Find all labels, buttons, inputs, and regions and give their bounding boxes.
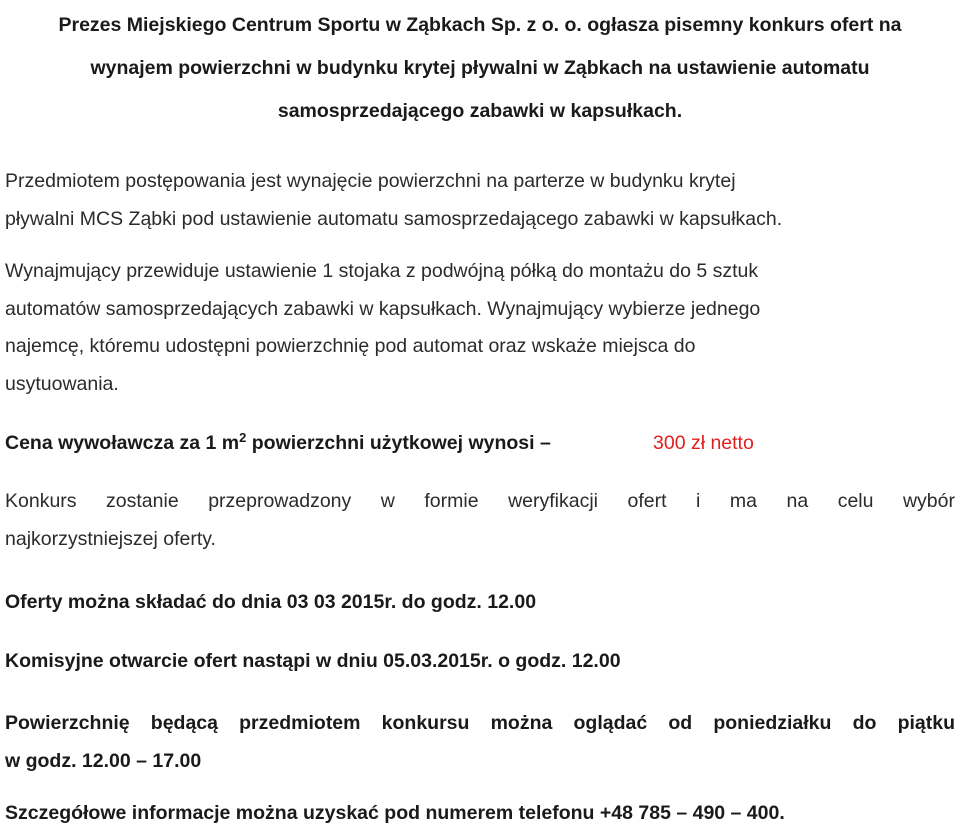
- paragraph-line: najemcę, któremu udostępni powierzchnię pod automat oraz wskaże miejsca do: [5, 335, 696, 357]
- contact-line: Szczegółowe informacje można uzyskać pod numerem telefonu +48 785 – 490 – 400.: [5, 802, 785, 824]
- paragraph-line: Wynajmujący przewiduje ustawienie 1 stojaka z podwójną półką do montażu do 5 sztuk: [5, 260, 759, 282]
- square-superscript: 2: [239, 430, 247, 445]
- heading-line: samosprzedającego zabawki w kapsułkach.: [277, 100, 683, 122]
- paragraph-line: usytuowania.: [5, 372, 119, 395]
- paragraph-line: Powierzchnię będącą przedmiotem konkursu można oglądać od poniedziałku do piątku: [5, 712, 955, 734]
- heading-line: wynajem powierzchni w budynku krytej pływalni w Ząbkach na ustawienie automatu: [90, 57, 870, 79]
- opening-line: Komisyjne otwarcie ofert nastąpi w dniu 05.03.2015r. o godz. 12.00: [5, 650, 621, 672]
- price-label-suffix: powierzchni użytkowej wynosi –: [246, 432, 551, 454]
- competition-paragraph: [5, 483, 955, 558]
- paragraph-line: w godz. 12.00 – 17.00: [5, 749, 202, 772]
- paragraph-line: automatów samosprzedających zabawki w kapsułkach. Wynajmujący wybierze jednego: [5, 297, 761, 320]
- subject-paragraph: [5, 163, 955, 238]
- viewing-paragraph: [5, 705, 955, 780]
- price-label-prefix: Cena wywoławcza za 1 m: [5, 432, 240, 454]
- announcement-heading: [4, 4, 956, 133]
- paragraph-line: Konkurs zostanie przeprowadzony w formie weryfikacji ofert i ma na celu wybór: [5, 490, 955, 512]
- price-line: [5, 423, 955, 463]
- heading-line: Prezes Miejskiego Centrum Sportu w Ząbkach Sp. z o. o. ogłasza pisemny konkurs ofert na: [58, 14, 902, 36]
- deadline-line: Oferty można składać do dnia 03 03 2015r. do godz. 12.00: [5, 591, 537, 613]
- paragraph-line: pływalni MCS Ząbki pod ustawienie automatu samosprzedającego zabawki w kapsułkach.: [5, 207, 783, 230]
- paragraph-line: najkorzystniejszej oferty.: [5, 527, 216, 550]
- paragraph-line: Przedmiotem postępowania jest wynajęcie powierzchni na parterze w budynku krytej: [5, 170, 736, 192]
- price-label: [5, 432, 551, 454]
- landlord-paragraph: [5, 253, 955, 403]
- price-value: 300 zł netto: [653, 432, 754, 454]
